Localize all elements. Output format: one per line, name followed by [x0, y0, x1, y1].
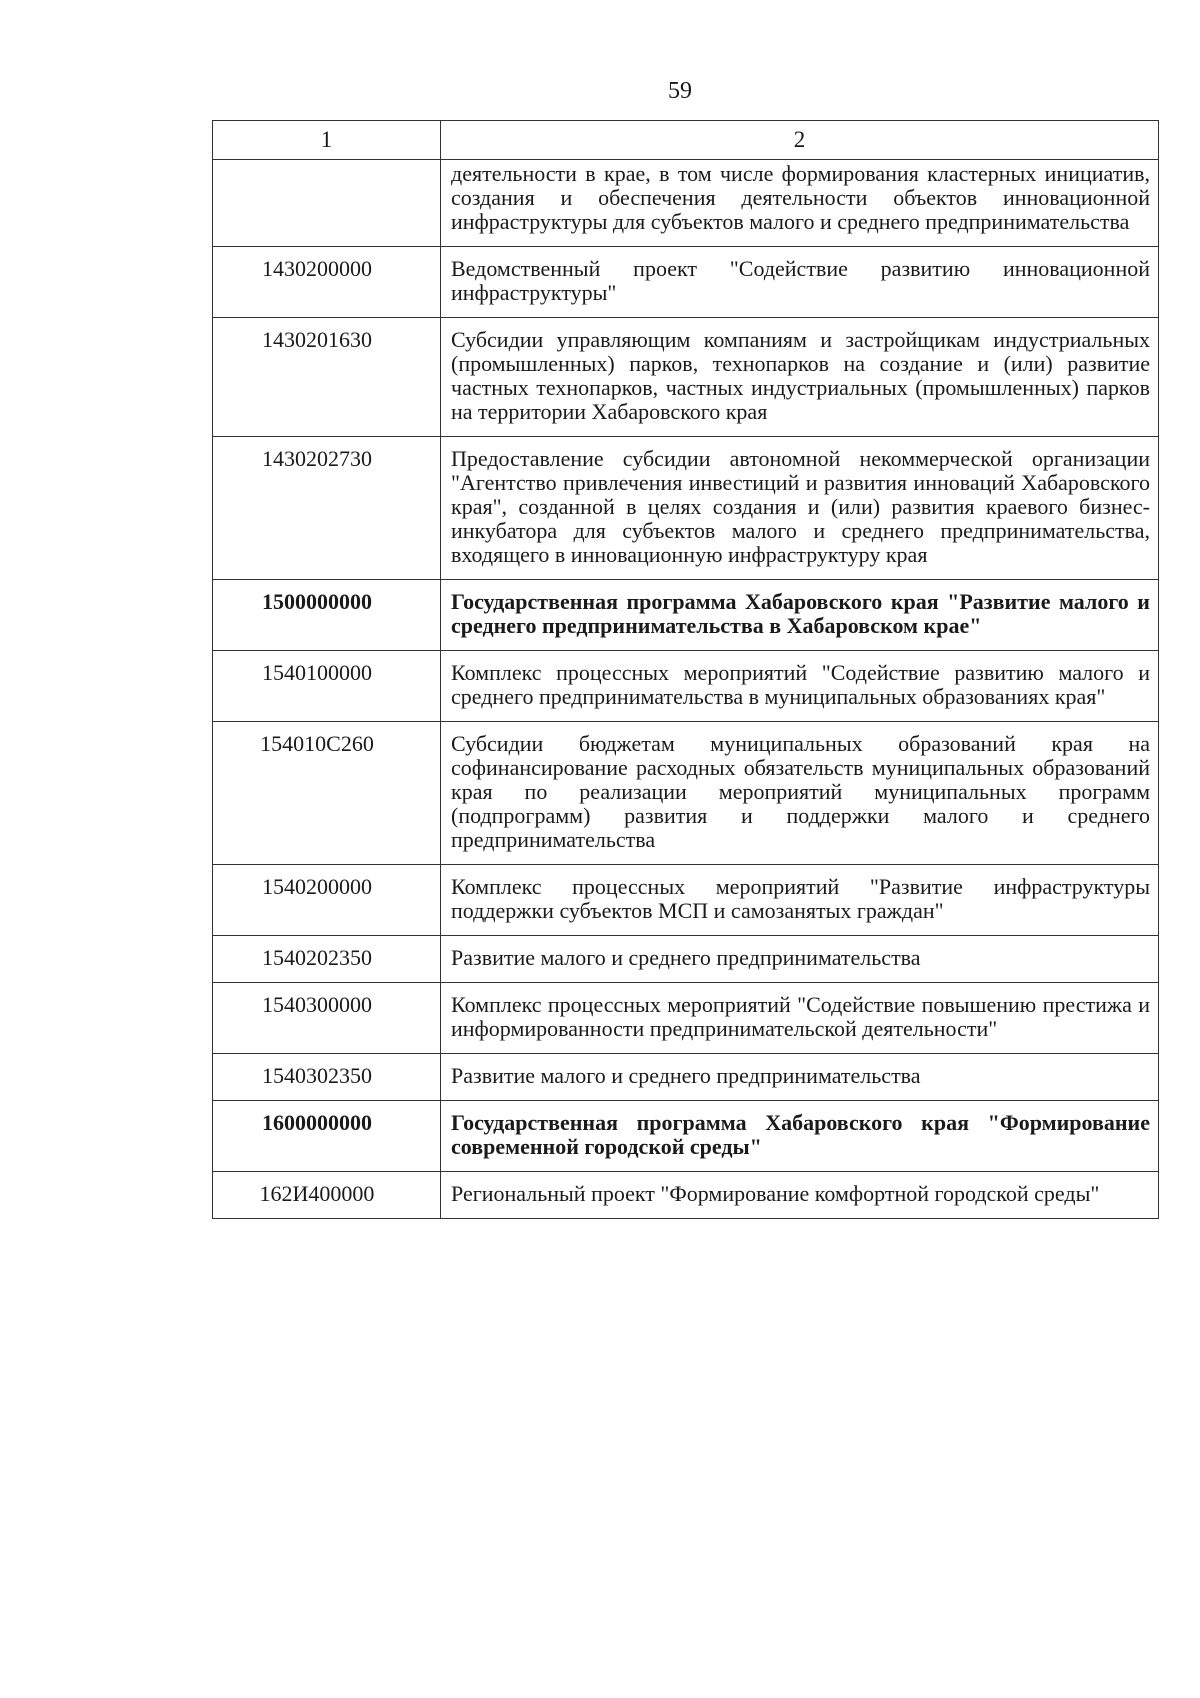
table-header-row	[213, 121, 1159, 160]
row-description: Государственная программа Хабаровского края "Развитие малого и среднего предпринимательства в Хабаровском крае"	[441, 580, 1159, 651]
row-code: 1540200000	[213, 865, 441, 936]
row-code: 154010С260	[213, 722, 441, 865]
table-row	[213, 936, 1159, 983]
row-description: Предоставление субсидии автономной некоммерческой организации "Агентство привлечения инвестиций и развития инноваций Хабаровского края", созданной в целях создания и (или) развития краевого бизнес-инкубатора для субъектов малого и среднего предпринимательства, входящего в инновационную инфраструктуру края	[441, 437, 1159, 580]
row-description: Субсидии бюджетам муниципальных образований края на софинансирование расходных обязательств муниципальных образований края по реализации мероприятий муниципальных программ (подпрограмм) развития и поддержки малого и среднего предпринимательства	[441, 722, 1159, 865]
row-code: 1540100000	[213, 651, 441, 722]
row-description: Субсидии управляющим компаниям и застройщикам индустриальных (промышленных) парков, технопарков на создание и (или) развитие частных технопарков, частных индустриальных (промышленных) парков на территории Хабаровского края	[441, 318, 1159, 437]
row-description: Ведомственный проект "Содействие развитию инновационной инфраструктуры"	[441, 247, 1159, 318]
row-code	[213, 160, 441, 247]
row-description: деятельности в крае, в том числе формирования кластерных инициатив, создания и обеспечения деятельности объектов инновационной инфраструктуры для субъектов малого и среднего предпринимательства	[441, 160, 1159, 247]
row-description: Региональный проект "Формирование комфортной городской среды"	[441, 1172, 1159, 1219]
row-description: Комплекс процессных мероприятий "Содействие повышению престижа и информированности предпринимательской деятельности"	[441, 983, 1159, 1054]
table-row	[213, 437, 1159, 580]
budget-classification-table	[212, 120, 1159, 1219]
row-code: 1540202350	[213, 936, 441, 983]
row-code: 1540302350	[213, 1054, 441, 1101]
table-row	[213, 160, 1159, 247]
table-row	[213, 1172, 1159, 1219]
table-row	[213, 318, 1159, 437]
row-description: Развитие малого и среднего предпринимательства	[441, 936, 1159, 983]
table-row	[213, 247, 1159, 318]
table-row	[213, 1054, 1159, 1101]
row-code: 162И400000	[213, 1172, 441, 1219]
row-description: Комплекс процессных мероприятий "Развитие инфраструктуры поддержки субъектов МСП и самозанятых граждан"	[441, 865, 1159, 936]
column-header-1: 1	[213, 121, 441, 160]
row-code: 1540300000	[213, 983, 441, 1054]
row-code: 1600000000	[213, 1101, 441, 1172]
row-code: 1430200000	[213, 247, 441, 318]
row-code: 1430201630	[213, 318, 441, 437]
row-code: 1500000000	[213, 580, 441, 651]
table-row-program	[213, 1101, 1159, 1172]
table-row-program	[213, 580, 1159, 651]
column-header-2: 2	[441, 121, 1159, 160]
table-row	[213, 651, 1159, 722]
table-row	[213, 722, 1159, 865]
table-row	[213, 983, 1159, 1054]
table-row	[213, 865, 1159, 936]
row-description: Государственная программа Хабаровского края "Формирование современной городской среды"	[441, 1101, 1159, 1172]
row-code: 1430202730	[213, 437, 441, 580]
row-description: Развитие малого и среднего предпринимательства	[441, 1054, 1159, 1101]
page-number: 59	[668, 78, 692, 104]
row-description: Комплекс процессных мероприятий "Содействие развитию малого и среднего предпринимательства в муниципальных образованиях края"	[441, 651, 1159, 722]
